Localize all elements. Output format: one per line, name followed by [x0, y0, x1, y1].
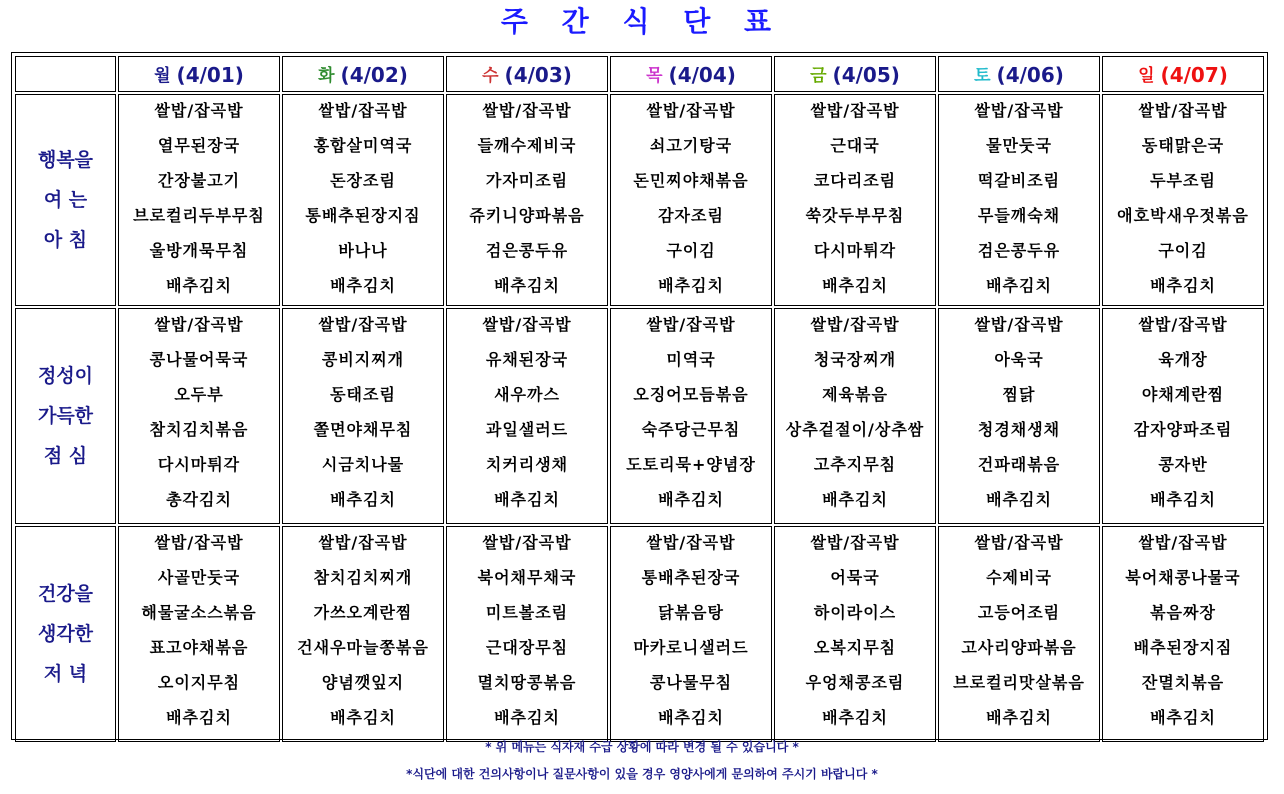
meal-label-line: 건강을 — [37, 583, 94, 605]
menu-item: 사골만둣국 — [157, 568, 241, 587]
menu-cell-breakfast-wed — [446, 94, 608, 306]
menu-item: 새우까스 — [494, 385, 560, 404]
menu-item: 통배추된장지짐 — [305, 206, 421, 225]
day-header-fri — [774, 56, 936, 92]
menu-cell-breakfast-mon — [118, 94, 280, 306]
meal-label-line: 저 녁 — [43, 663, 88, 685]
menu-item: 떡갈비조림 — [977, 171, 1061, 190]
menu-item: 쥬키니양파볶음 — [469, 206, 585, 225]
day-icon-tue: 화 — [318, 66, 335, 86]
menu-item: 오두부 — [174, 385, 224, 404]
menu-item: 닭볶음탕 — [658, 603, 724, 622]
menu-item: 쌀밥/잡곡밥 — [154, 315, 244, 334]
menu-item: 배추김치 — [822, 490, 888, 509]
menu-item: 들깨수제비국 — [477, 136, 577, 155]
menu-item: 치커리생채 — [485, 455, 569, 474]
menu-cell-dinner-fri — [774, 526, 936, 742]
menu-item: 양념깻잎지 — [321, 673, 405, 692]
menu-item: 배추김치 — [1150, 276, 1216, 295]
menu-item: 동태맑은국 — [1141, 136, 1225, 155]
menu-item: 배추김치 — [330, 276, 396, 295]
menu-item: 참치김치볶음 — [149, 420, 249, 439]
menu-item: 쌀밥/잡곡밥 — [318, 533, 408, 552]
menu-item: 건파래볶음 — [977, 455, 1061, 474]
menu-item: 표고야채볶음 — [149, 638, 249, 657]
menu-item: 배추김치 — [330, 708, 396, 727]
menu-item: 수제비국 — [986, 568, 1052, 587]
menu-item: 고사리양파볶음 — [961, 638, 1077, 657]
day-icon-thu: 목 — [646, 66, 663, 86]
menu-item: 배추김치 — [330, 490, 396, 509]
meal-label-line: 여 는 — [43, 189, 88, 211]
day-date: (4/02) — [340, 63, 408, 87]
day-date: (4/07) — [1160, 63, 1228, 87]
menu-cell-dinner-wed — [446, 526, 608, 742]
menu-item: 쌀밥/잡곡밥 — [974, 101, 1064, 120]
menu-item: 브로컬리두부무침 — [133, 206, 265, 225]
menu-item: 야채계란찜 — [1141, 385, 1225, 404]
menu-item: 애호박새우젓볶음 — [1117, 206, 1249, 225]
menu-item: 쌀밥/잡곡밥 — [810, 315, 900, 334]
meal-label-lunch — [15, 308, 116, 524]
menu-item: 배추김치 — [494, 708, 560, 727]
day-header-tue — [282, 56, 444, 92]
menu-item: 콩나물어묵국 — [149, 350, 249, 369]
menu-item: 검은콩두유 — [485, 241, 569, 260]
meal-label-breakfast — [15, 94, 116, 306]
menu-item: 배추김치 — [658, 490, 724, 509]
menu-item: 다시마튀각 — [813, 241, 897, 260]
menu-item: 간장불고기 — [157, 171, 241, 190]
menu-item: 참치김치찌개 — [313, 568, 413, 587]
menu-item: 바나나 — [338, 241, 388, 260]
menu-item: 홍합살미역국 — [313, 136, 413, 155]
menu-item: 고등어조림 — [977, 603, 1061, 622]
menu-item: 배추김치 — [822, 276, 888, 295]
menu-item: 쌀밥/잡곡밥 — [154, 533, 244, 552]
menu-item: 배추김치 — [494, 490, 560, 509]
menu-item: 콩자반 — [1158, 455, 1208, 474]
menu-cell-breakfast-thu — [610, 94, 772, 306]
menu-item: 쌀밥/잡곡밥 — [1138, 101, 1228, 120]
meal-label-line: 점 심 — [43, 445, 88, 467]
day-icon-sun: 일 — [1138, 66, 1155, 86]
meal-label-line: 정성이 — [37, 365, 94, 387]
menu-item: 상추겉절이/상추쌈 — [785, 420, 925, 439]
meal-label-line: 생각한 — [37, 623, 94, 645]
menu-item: 미역국 — [666, 350, 716, 369]
menu-item: 배추김치 — [1150, 708, 1216, 727]
menu-item: 숙주당근무침 — [641, 420, 741, 439]
meal-row-breakfast — [15, 94, 1264, 306]
menu-item: 브로컬리맛살볶음 — [953, 673, 1085, 692]
menu-item: 하이라이스 — [813, 603, 897, 622]
menu-item: 감자조림 — [658, 206, 724, 225]
menu-item: 배추김치 — [166, 708, 232, 727]
menu-item: 가쓰오계란찜 — [313, 603, 413, 622]
menu-item: 무들깨숙채 — [977, 206, 1061, 225]
weekly-menu-table — [13, 54, 1266, 744]
day-header-sat — [938, 56, 1100, 92]
meal-row-lunch — [15, 308, 1264, 524]
menu-item: 멸치땅콩볶음 — [477, 673, 577, 692]
menu-item: 육개장 — [1158, 350, 1208, 369]
menu-item: 유채된장국 — [485, 350, 569, 369]
menu-item: 마카로니샐러드 — [633, 638, 749, 657]
menu-item: 배추김치 — [986, 708, 1052, 727]
menu-item: 어묵국 — [830, 568, 880, 587]
menu-item: 쑥갓두부무침 — [805, 206, 905, 225]
menu-item: 배추김치 — [986, 490, 1052, 509]
menu-item: 시금치나물 — [321, 455, 405, 474]
day-header-sun — [1102, 56, 1264, 92]
menu-item: 다시마튀각 — [157, 455, 241, 474]
menu-item: 배추김치 — [658, 276, 724, 295]
menu-item: 북어채무채국 — [477, 568, 577, 587]
menu-item: 쌀밥/잡곡밥 — [482, 101, 572, 120]
menu-item: 볶음짜장 — [1150, 603, 1216, 622]
menu-item: 쌀밥/잡곡밥 — [1138, 315, 1228, 334]
menu-item: 미트볼조림 — [485, 603, 569, 622]
menu-item: 아욱국 — [994, 350, 1044, 369]
menu-item: 콩나물무침 — [649, 673, 733, 692]
day-header-wed — [446, 56, 608, 92]
menu-item: 오징어모듬볶음 — [633, 385, 749, 404]
menu-item: 근대국 — [830, 136, 880, 155]
menu-cell-lunch-sun — [1102, 308, 1264, 524]
day-icon-sat: 토 — [974, 66, 991, 86]
menu-item: 배추김치 — [494, 276, 560, 295]
menu-item: 쌀밥/잡곡밥 — [646, 315, 736, 334]
menu-item: 쌀밥/잡곡밥 — [482, 315, 572, 334]
menu-item: 쌀밥/잡곡밥 — [1138, 533, 1228, 552]
menu-item: 구이김 — [1158, 241, 1208, 260]
menu-item: 건새우마늘쫑볶음 — [297, 638, 429, 657]
menu-item: 청경채생채 — [977, 420, 1061, 439]
menu-cell-breakfast-sun — [1102, 94, 1264, 306]
menu-item: 제육볶음 — [822, 385, 888, 404]
menu-item: 쌀밥/잡곡밥 — [318, 315, 408, 334]
menu-item: 찜닭 — [1002, 385, 1036, 404]
menu-item: 배추김치 — [658, 708, 724, 727]
menu-item: 구이김 — [666, 241, 716, 260]
menu-item: 물만둣국 — [986, 136, 1052, 155]
menu-cell-lunch-fri — [774, 308, 936, 524]
menu-item: 총각김치 — [166, 490, 232, 509]
menu-item: 통배추된장국 — [641, 568, 741, 587]
page-title: 주 간 식 단 표 — [500, 5, 784, 38]
menu-item: 감자양파조림 — [1133, 420, 1233, 439]
meal-label-line: 가득한 — [37, 405, 94, 427]
menu-change-note: * 위 메뉴는 식자재 수급 상황에 따라 변경 될 수 있습니다 * — [485, 740, 799, 754]
day-header-thu — [610, 56, 772, 92]
menu-cell-breakfast-fri — [774, 94, 936, 306]
menu-item: 돈장조림 — [330, 171, 396, 190]
day-date: (4/06) — [996, 63, 1064, 87]
day-icon-wed: 수 — [482, 66, 499, 86]
menu-cell-dinner-sun — [1102, 526, 1264, 742]
menu-item: 쌀밥/잡곡밥 — [646, 533, 736, 552]
menu-cell-lunch-tue — [282, 308, 444, 524]
menu-item: 고추지무침 — [813, 455, 897, 474]
menu-cell-lunch-sat — [938, 308, 1100, 524]
menu-item: 도토리묵+양념장 — [626, 455, 756, 474]
menu-item: 코다리조림 — [813, 171, 897, 190]
menu-item: 과일샐러드 — [485, 420, 569, 439]
menu-item: 쌀밥/잡곡밥 — [810, 101, 900, 120]
menu-item: 쫄면야채무침 — [313, 420, 413, 439]
menu-item: 배추김치 — [822, 708, 888, 727]
meal-label-line: 행복을 — [37, 149, 94, 171]
day-date: (4/01) — [176, 63, 244, 87]
menu-item: 동태조림 — [330, 385, 396, 404]
menu-item: 울방개묵무침 — [149, 241, 249, 260]
menu-item: 쇠고기탕국 — [649, 136, 733, 155]
menu-item: 근대장무침 — [485, 638, 569, 657]
menu-item: 배추김치 — [986, 276, 1052, 295]
meal-label-line: 아 침 — [43, 229, 88, 251]
menu-item: 배추된장지짐 — [1133, 638, 1233, 657]
menu-item: 가자미조림 — [485, 171, 569, 190]
menu-item: 오이지무침 — [157, 673, 241, 692]
meal-label-dinner — [15, 526, 116, 742]
menu-item: 오복지무침 — [813, 638, 897, 657]
menu-item: 검은콩두유 — [977, 241, 1061, 260]
menu-cell-breakfast-tue — [282, 94, 444, 306]
menu-item: 북어채콩나물국 — [1125, 568, 1241, 587]
header-row — [15, 56, 1264, 92]
menu-item: 돈민찌야채볶음 — [633, 171, 749, 190]
menu-item: 우엉채콩조림 — [805, 673, 905, 692]
menu-item: 쌀밥/잡곡밥 — [646, 101, 736, 120]
menu-item: 쌀밥/잡곡밥 — [974, 533, 1064, 552]
menu-cell-dinner-thu — [610, 526, 772, 742]
menu-cell-breakfast-sat — [938, 94, 1100, 306]
menu-cell-lunch-mon — [118, 308, 280, 524]
menu-item: 두부조림 — [1150, 171, 1216, 190]
day-date: (4/03) — [504, 63, 572, 87]
menu-item: 쌀밥/잡곡밥 — [974, 315, 1064, 334]
menu-item: 쌀밥/잡곡밥 — [482, 533, 572, 552]
day-date: (4/04) — [668, 63, 736, 87]
menu-item: 열무된장국 — [157, 136, 241, 155]
menu-cell-lunch-wed — [446, 308, 608, 524]
day-date: (4/05) — [832, 63, 900, 87]
meal-row-dinner — [15, 526, 1264, 742]
menu-item: 콩비지찌개 — [321, 350, 405, 369]
day-icon-fri: 금 — [810, 66, 827, 86]
menu-item: 쌀밥/잡곡밥 — [810, 533, 900, 552]
menu-item: 잔멸치볶음 — [1141, 673, 1225, 692]
menu-cell-lunch-thu — [610, 308, 772, 524]
menu-cell-dinner-mon — [118, 526, 280, 742]
menu-item: 배추김치 — [1150, 490, 1216, 509]
menu-item: 쌀밥/잡곡밥 — [154, 101, 244, 120]
day-header-mon — [118, 56, 280, 92]
day-icon-mon: 월 — [154, 66, 171, 86]
menu-item: 청국장찌개 — [813, 350, 897, 369]
menu-cell-dinner-sat — [938, 526, 1100, 742]
menu-item: 배추김치 — [166, 276, 232, 295]
menu-item: 쌀밥/잡곡밥 — [318, 101, 408, 120]
menu-cell-dinner-tue — [282, 526, 444, 742]
corner-cell — [15, 56, 116, 92]
inquiry-note: *식단에 대한 건의사항이나 질문사항이 있을 경우 영양사에게 문의하여 주시기 바랍니다 * — [406, 767, 878, 781]
menu-item: 해물굴소스볶음 — [141, 603, 257, 622]
